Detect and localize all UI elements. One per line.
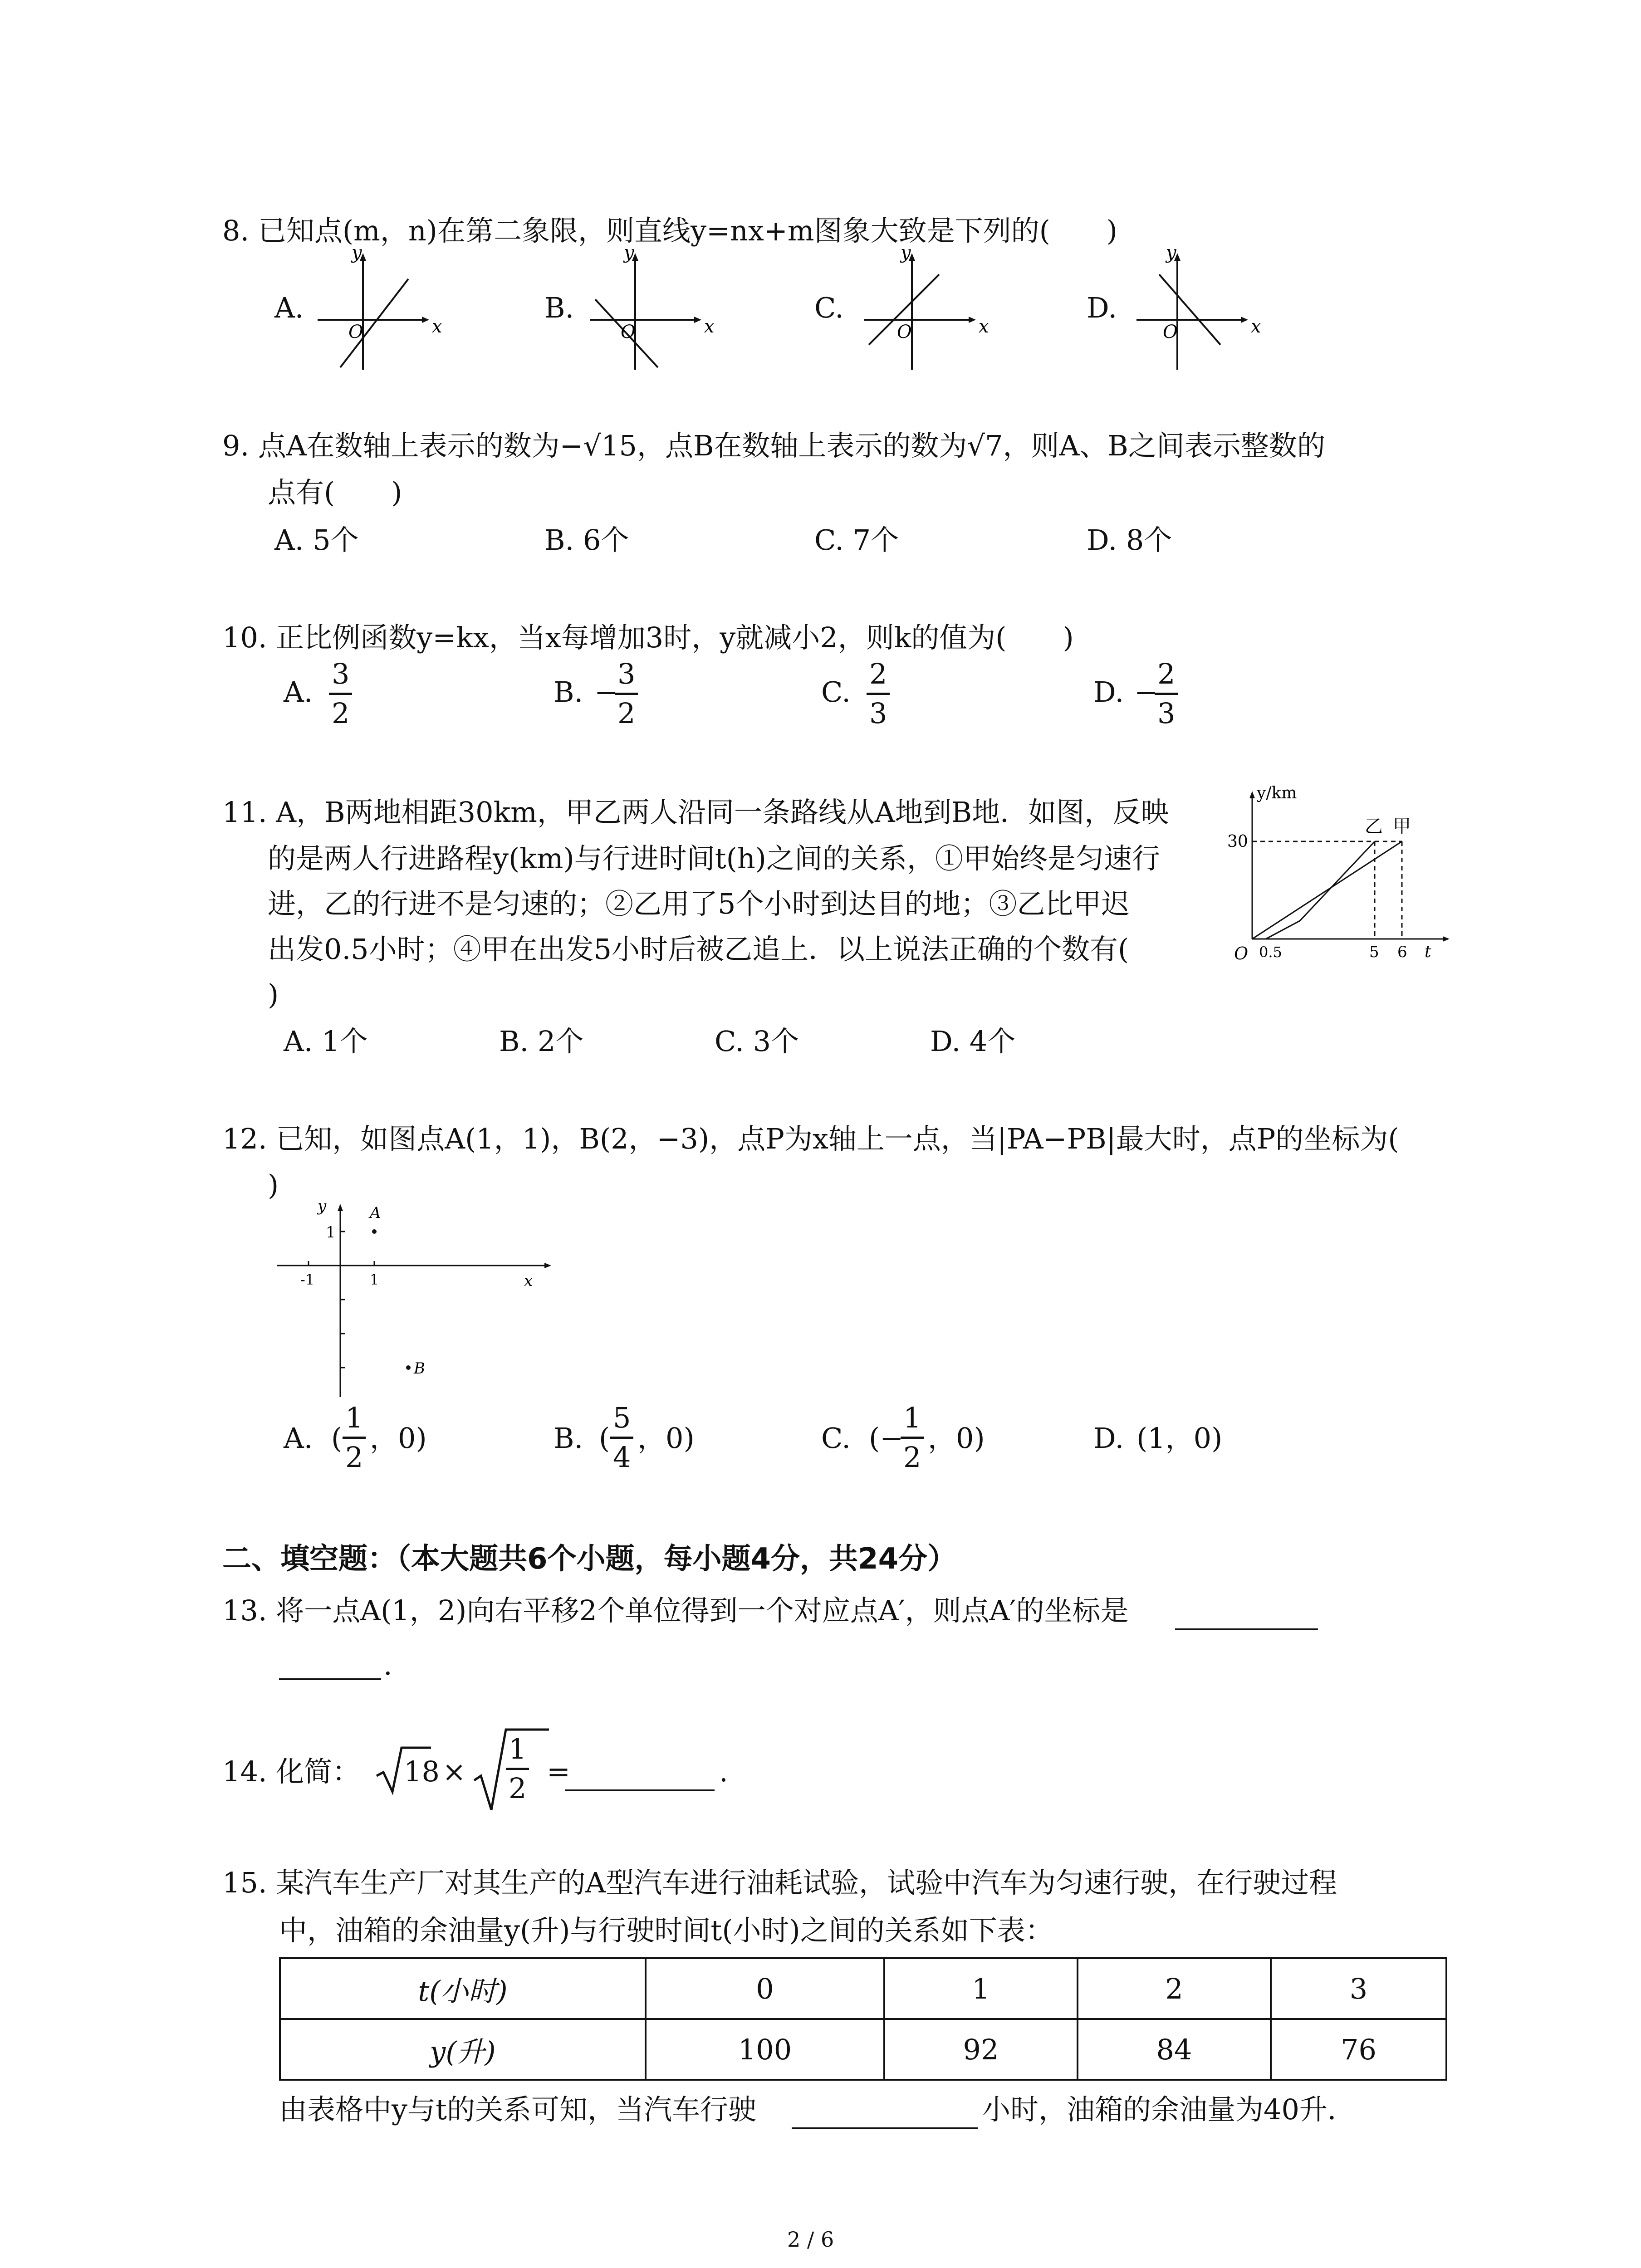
q10-c-numerator: 2: [867, 660, 890, 695]
q12-option-b: B.: [554, 1422, 583, 1455]
svg-text:x: x: [704, 316, 715, 337]
q12-line2: ): [268, 1168, 279, 1202]
q12-c-tail: ，0): [928, 1422, 985, 1455]
q12-option-c: C.: [821, 1422, 851, 1455]
q10-d-numerator: 2: [1155, 660, 1178, 695]
q10-d-fraction: [1155, 657, 1178, 730]
q12-d-text: (1，0): [1136, 1422, 1223, 1455]
table-row: [280, 1958, 1446, 2019]
table-cell: y(升): [280, 2019, 646, 2080]
q15-line2: 中，油箱的余油量y(升)与行驶时间t(小时)之间的关系如下表：: [279, 1914, 1053, 1947]
q10-a-fraction: [329, 657, 352, 730]
table-row: [280, 2019, 1446, 2080]
q11-graph-ylabel: y/km: [1257, 784, 1297, 802]
q12-a-open: (: [331, 1422, 343, 1455]
q12-graph-A: A: [370, 1204, 381, 1222]
q10-option-c: C.: [821, 675, 851, 709]
q13-end: .: [383, 1648, 392, 1681]
q12-a-numerator: 1: [343, 1404, 366, 1439]
q14-end: .: [719, 1755, 728, 1788]
q12-a-fraction: [343, 1401, 366, 1474]
q11-graph-t6: 6: [1397, 943, 1407, 961]
q12-graph-y: y: [318, 1197, 327, 1215]
q11-option-a: A. 1个: [284, 1025, 368, 1058]
q12-line1: 12. 已知，如图点A(1，1)，B(2，−3)，点P为x轴上一点，当|PA−PB|最大时，点P的坐标为(: [222, 1122, 1399, 1155]
q12-b-fraction: [610, 1401, 633, 1474]
q9-option-d: D. 8个: [1087, 523, 1172, 557]
q12-c-numerator: 1: [901, 1404, 924, 1439]
q11-graph-t5: 5: [1369, 943, 1379, 961]
q15-after-a: 由表格中y与t的关系可知，当汽车行驶: [279, 2093, 756, 2126]
table-cell: 92: [884, 2019, 1078, 2080]
table-cell: 76: [1271, 2019, 1446, 2080]
table-cell: 2: [1078, 1958, 1271, 2019]
q10-b-numerator: 3: [615, 660, 638, 695]
q10-d-minus: −: [1134, 675, 1158, 709]
table-cell: 1: [884, 1958, 1078, 2019]
q11-line2: 的是两人行进路程y(km)与行进时间t(h)之间的关系，①甲始终是匀速行: [268, 842, 1160, 875]
svg-text:y: y: [624, 242, 634, 263]
q10-b-fraction: [615, 657, 638, 730]
svg-text:O: O: [621, 322, 636, 342]
q9-option-b: B. 6个: [544, 523, 629, 557]
q12-graph-neg1: -1: [300, 1271, 315, 1288]
q11-graph-jia: 甲: [1393, 816, 1411, 837]
q12-c-open: (−: [869, 1422, 904, 1455]
q10-b-minus: −: [594, 675, 618, 709]
q8-option-c: C.: [814, 291, 844, 324]
page-number: 2 / 6: [787, 2227, 834, 2252]
svg-text:y: y: [352, 242, 362, 263]
q12-c-denominator: 2: [903, 1441, 921, 1474]
q12-graph-one-y: 1: [326, 1223, 336, 1242]
q12-b-tail: ，0): [637, 1422, 695, 1455]
q12-coordinate-graph: [272, 1198, 563, 1402]
q10-d-denominator: 3: [1157, 697, 1176, 730]
q14-equals: =: [547, 1755, 570, 1788]
q12-a-tail: ，0): [370, 1422, 427, 1455]
q11-graph-origin: O: [1234, 943, 1249, 963]
table-cell: 84: [1078, 2019, 1271, 2080]
table-cell: 3: [1271, 1958, 1446, 2019]
q11-line5: ): [268, 978, 279, 1011]
q11-option-d: D. 4个: [930, 1025, 1016, 1058]
svg-text:O: O: [348, 322, 363, 342]
q15-line1: 15. 某汽车生产厂对其生产的A型汽车进行油耗试验，试验中汽车为匀速行驶，在行驶过程: [222, 1866, 1337, 1899]
q8-graph-a: [313, 242, 442, 376]
q13-blank-2[interactable]: [279, 1678, 381, 1680]
q12-option-a: A.: [284, 1422, 313, 1455]
q11-graph-y30: 30: [1227, 832, 1248, 851]
q10-option-a: A.: [284, 675, 313, 709]
q10-option-d: D.: [1093, 675, 1124, 709]
q8-option-b: B.: [544, 291, 574, 324]
q13-blank-1[interactable]: [1175, 1628, 1318, 1630]
q9-option-a: A. 5个: [274, 523, 359, 557]
q12-graph-B: B: [414, 1359, 425, 1378]
svg-text:y: y: [901, 242, 911, 263]
q14-times: ×: [442, 1755, 466, 1788]
q8-graph-b: [585, 242, 715, 376]
q11-line3: 进，乙的行进不是匀速的；②乙用了5个小时到达目的地；③乙比甲迟: [268, 887, 1130, 920]
q12-graph-x: x: [524, 1272, 533, 1290]
q12-b-open: (: [599, 1422, 610, 1455]
svg-text:x: x: [979, 316, 989, 337]
q9-line1: 9. 点A在数轴上表示的数为−√15，点B在数轴上表示的数为√7，则A、B之间表示整数的: [222, 429, 1325, 462]
q9-option-c: C. 7个: [814, 523, 899, 557]
q12-a-denominator: 2: [345, 1441, 363, 1474]
q12-option-d: D.: [1093, 1422, 1124, 1455]
q10-a-numerator: 3: [329, 660, 352, 695]
q10-a-denominator: 2: [332, 697, 350, 730]
q11-distance-time-graph: [1220, 785, 1465, 980]
q8-option-d: D.: [1087, 291, 1117, 324]
q8-option-a: A.: [274, 291, 304, 324]
q8-graph-c: [860, 242, 989, 376]
svg-text:x: x: [1251, 316, 1261, 337]
q11-line1: 11. A，B两地相距30km，甲乙两人沿同一条路线从A地到B地．如图，反映: [222, 796, 1169, 829]
q12-b-numerator: 5: [610, 1404, 633, 1439]
section-2-heading: 二、填空题：（本大题共6个小题，每小题4分，共24分）: [222, 1542, 957, 1576]
q11-graph-tlabel: t: [1425, 943, 1431, 961]
svg-text:x: x: [432, 316, 442, 337]
q8-text: 8. 已知点(m，n)在第二象限，则直线y=nx+m图象大致是下列的( ): [222, 214, 1117, 247]
q11-option-c: C. 3个: [715, 1025, 799, 1058]
q14-r18: 18: [404, 1755, 440, 1788]
q11-line4: 出发0.5小时；④甲在出发5小时后被乙追上．以上说法正确的个数有(: [268, 933, 1129, 966]
table-cell: t(小时): [280, 1958, 646, 2019]
q15-table: [279, 1957, 1447, 2081]
svg-text:y: y: [1166, 242, 1176, 263]
q14-blank[interactable]: [565, 1789, 715, 1791]
q11-graph-yi: 乙: [1365, 816, 1383, 837]
q15-blank[interactable]: [792, 2127, 978, 2129]
q8-graph-d: [1132, 242, 1261, 376]
table-cell: 0: [646, 1958, 884, 2019]
q10-b-denominator: 2: [617, 697, 636, 730]
q14-fraction: [506, 1732, 529, 1805]
q10-c-denominator: 3: [869, 697, 887, 730]
q12-graph-one-x: 1: [370, 1271, 379, 1288]
q11-option-b: B. 2个: [499, 1025, 584, 1058]
svg-text:O: O: [897, 322, 912, 342]
q10-c-fraction: [867, 657, 890, 730]
q10-option-b: B.: [554, 675, 583, 709]
table-cell: 100: [646, 2019, 884, 2080]
q11-graph-t05: 0.5: [1259, 943, 1282, 961]
q14-numerator: 1: [506, 1735, 529, 1770]
svg-text:O: O: [1163, 322, 1178, 342]
q12-b-denominator: 4: [613, 1441, 631, 1474]
q12-c-fraction: [901, 1401, 924, 1474]
q9-line2: 点有( ): [268, 476, 402, 509]
q10-text: 10. 正比例函数y=kx，当x每增加3时，y就减小2，则k的值为( ): [222, 621, 1074, 654]
q13-text: 13. 将一点A(1，2)向右平移2个单位得到一个对应点A′，则点A′的坐标是: [222, 1594, 1129, 1627]
q14-denominator: 2: [509, 1772, 527, 1805]
q14-label: 14. 化简：: [222, 1755, 361, 1788]
q15-after-b: 小时，油箱的余油量为40升．: [982, 2093, 1356, 2126]
